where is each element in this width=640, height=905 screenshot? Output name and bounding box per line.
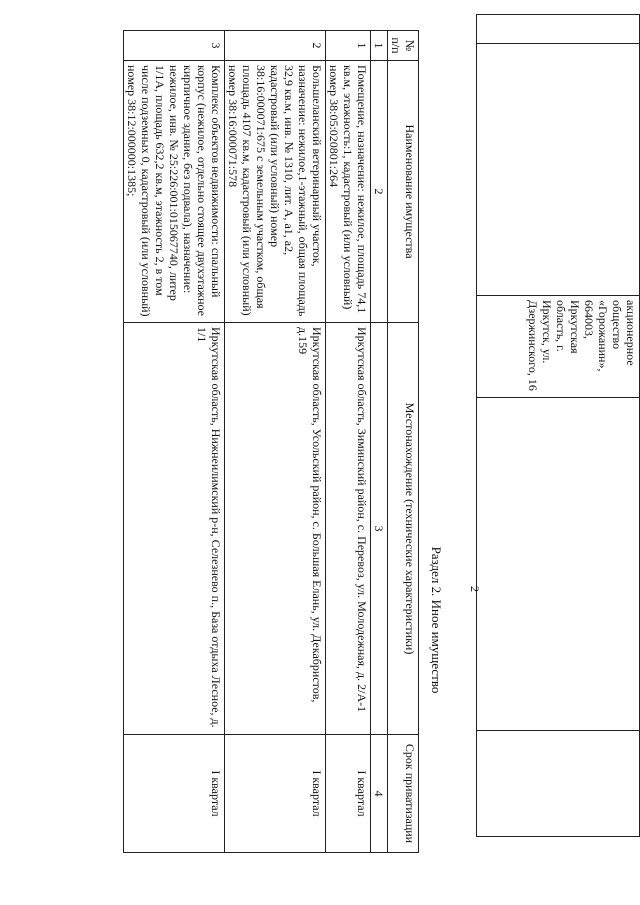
header-num: № п/п — [388, 31, 419, 61]
property-name: Помещение, назначение: нежилое, площадь 74,1 кв.м, этажность:1, кадастровый (или условный) номер 38:05:020801:264 — [326, 61, 371, 323]
table-cell — [477, 15, 640, 44]
property-table — [123, 30, 419, 853]
privatization-term: I квартал — [124, 735, 225, 853]
row-number: 3 — [124, 31, 225, 61]
table-cell — [477, 731, 640, 837]
row-number: 2 — [225, 31, 326, 61]
table-row — [477, 15, 640, 837]
property-name: Большеланский ветеринарный участок, назначение: нежилое,1-этажный, общая площадь 32,9 кв.м, инв. № 1310, лит. А, а1, а2, кадастровый (или условный) номер 38:16:000071:675 с земельным участком, общая площадь 4107 кв.м, кадастровый (или условный) номер 38:16:000071:578 — [225, 61, 326, 323]
table-cell — [477, 398, 640, 731]
owner-cell: акционерное общество «Горожанин», 664003, Иркутская область, г. Иркутск, ул. Дзержинского, 16 — [477, 296, 640, 398]
row-number: 1 — [326, 31, 371, 61]
header-name: Наименование имущества — [388, 61, 419, 323]
table-row — [124, 31, 225, 853]
property-name: Комплекс объектов недвижимости: спальный корпус (нежилое, отдельно стоящее двухэтажное кирпичное здание, без подвала), назначение: нежилое, инв. № 25:226:001:015067740, литер 1/1А, площадь 632,2 кв.м, этажность 2, в том числе подземных 0, кадастровый (или условный) номер 38:12:000000:1385; — [124, 61, 225, 323]
column-number: 1 — [371, 31, 388, 61]
table-row — [225, 31, 326, 853]
property-location: Иркутская область, Нижнеилимский р-н, Селезнево п., База отдыха Лесное, д. 1/1 — [124, 323, 225, 735]
table-column-number-row — [371, 31, 388, 853]
privatization-term: I квартал — [225, 735, 326, 853]
table-row — [326, 31, 371, 853]
column-number: 4 — [371, 735, 388, 853]
table-header-row — [388, 31, 419, 853]
page-number: 2 — [468, 586, 482, 592]
header-location: Местонахождение (технические характеристики) — [388, 323, 419, 735]
table-cell — [477, 44, 640, 296]
privatization-term: I квартал — [326, 735, 371, 853]
section-title: Раздел 2. Иное имущество — [429, 546, 444, 694]
property-location: Иркутская область, Зиминский район, с. Перевоз, ул. Молодежная, д. 2/А-1 — [326, 323, 371, 735]
previous-section-table-tail — [476, 14, 640, 837]
column-number: 2 — [371, 61, 388, 323]
column-number: 3 — [371, 323, 388, 735]
property-location: Иркутская область, Усольский район, с. Большая Елань, ул. Декабристов, д.159 — [225, 323, 326, 735]
header-term: Срок приватизации — [388, 735, 419, 853]
